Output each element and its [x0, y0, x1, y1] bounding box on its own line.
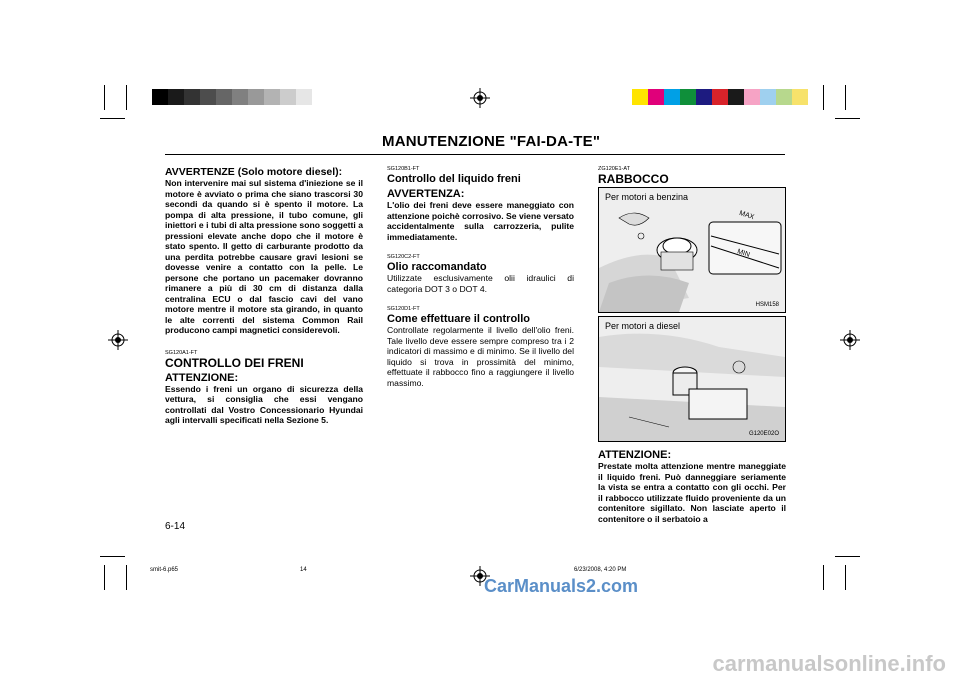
recommended-oil-body: Utilizzate esclusivamente olii idraulici di categoria DOT 3 o DOT 4. — [387, 273, 574, 294]
middle-column — [387, 166, 574, 388]
code-top-up: ZG120E1-AT — [598, 166, 630, 172]
gray-swatch — [264, 89, 280, 105]
color-swatch — [664, 89, 680, 105]
color-swatch — [728, 89, 744, 105]
crop-mark-bottom-left-v — [104, 565, 105, 590]
figure-diesel-code: G120E02O — [748, 431, 779, 437]
brakes-attention-body: Essendo i freni un organo di sicurezza della vettura, si consiglia che essi vengano controllati dal Vostro Concessionario Hyundai agli intervalli specificati nella Sezione 5. — [165, 383, 363, 425]
color-swatch — [680, 89, 696, 105]
gray-swatch — [216, 89, 232, 105]
crop-mark-top-left-h — [100, 118, 125, 119]
crop-mark-bottom-right-h — [835, 556, 860, 557]
crop-mark-bottom-right-v — [823, 565, 824, 590]
gray-swatch — [152, 89, 168, 105]
recommended-oil-title: Olio raccomandato — [387, 261, 487, 273]
crop-mark-bottom-left-h — [100, 556, 125, 557]
min-label: MIN — [736, 248, 751, 259]
gray-swatch — [232, 89, 248, 105]
grayscale-calibration-bar — [152, 89, 312, 105]
color-swatch — [776, 89, 792, 105]
registration-target-top — [470, 88, 490, 108]
top-up-title: RABBOCCO — [598, 172, 669, 186]
crop-mark-bottom-right-v2 — [845, 565, 846, 590]
figure-diesel-caption: Per motori a diesel — [605, 321, 681, 331]
color-swatch — [696, 89, 712, 105]
gray-swatch — [280, 89, 296, 105]
watermark-carmanualsonline[interactable]: carmanualsonline.info — [712, 651, 946, 676]
color-swatch — [760, 89, 776, 105]
brake-fluid-warning-body: L'olio dei freni deve essere maneggiato con attenzione poichè corrosivo. Se viene versato accidentalmente sulla carrozzeria, pulite immediatamente. — [387, 200, 574, 242]
petrol-reservoir-illustration — [599, 188, 785, 312]
page-title: MANUTENZIONE "FAI-DA-TE" — [382, 133, 601, 150]
registration-target-left — [108, 330, 128, 350]
how-to-check-title: Come effettuare il controllo — [387, 313, 531, 325]
gray-swatch — [200, 89, 216, 105]
crop-mark-top-left-v2 — [126, 85, 127, 110]
max-label: MAX — [738, 209, 755, 222]
section-title-brakes: CONTROLLO DEI FRENI — [165, 355, 304, 370]
color-swatch — [792, 89, 808, 105]
code-brake-fluid: SG120B1-FT — [387, 166, 420, 172]
color-swatch — [712, 89, 728, 105]
code-recommended-oil: SG120C2-FT — [387, 254, 420, 260]
print-timestamp: 6/23/2008, 4:20 PM — [574, 567, 627, 573]
diesel-warning-body: Non intervenire mai sul sistema d'iniezione se il motore è avviato o prima che siano trascorsi 30 secondi da quando si è spento il motore. La pompa di alta pressione, il tubo comune, gli iniettori e i tubi di alta pressione sono soggetti a pressioni elevate anche dopo che il motore è stato spento. Il getto di carburante prodotto da una perdita potrebbe causare gravi lesioni se dovesse venire a contatto con la pelle. Le persone che portano un pacemaker dovranno rimanere a più di 30 cm di distanza dalla centralina ECU o dal fascio cavi del vano motore mentre il motore sta girando, in quanto le alte correnti del sistema Common Rail producono campi magnetici considerevoli. — [165, 178, 363, 335]
how-to-check-body: Controllate regolarmente il livello dell'olio freni. Tale livello deve essere sempre compreso tra i 2 indicatori di massimo e di minimo. Se il livello del liquido si trova in prossimità del minimo, effettuate il rabbocco fino a raggiungere il livello massimo. — [387, 325, 574, 388]
gray-swatch — [168, 89, 184, 105]
color-swatch — [744, 89, 760, 105]
registration-target-right — [840, 330, 860, 350]
brake-fluid-warning-title: AVVERTENZA: — [387, 188, 465, 200]
right-column-header — [598, 166, 786, 186]
gray-swatch — [248, 89, 264, 105]
diesel-reservoir-illustration — [599, 317, 785, 441]
header-rule — [165, 154, 785, 155]
color-calibration-bar — [632, 89, 808, 105]
crop-mark-top-right-h — [835, 118, 860, 119]
crop-mark-top-left-v — [104, 85, 105, 110]
crop-mark-top-right-v — [823, 85, 824, 110]
right-column-attention — [598, 449, 786, 524]
watermark-carmanuals[interactable]: CarManuals2.com — [484, 576, 639, 596]
crop-mark-bottom-left-v2 — [126, 565, 127, 590]
gray-swatch — [184, 89, 200, 105]
color-swatch — [632, 89, 648, 105]
gray-swatch — [296, 89, 312, 105]
top-up-attention-body: Prestate molta attenzione mentre maneggiate il liquido freni. Può danneggiare seriamente la vista se entra a contatto con gli occhi. Per il rabbocco utilizzate fluido proveniente da un contenitore sigillato. Non lasciate aperto il contenitore o il serbatoio a — [598, 461, 786, 524]
brakes-attention-title: ATTENZIONE: — [165, 371, 239, 384]
figure-petrol-caption: Per motori a benzina — [605, 192, 689, 202]
section-code-brakes: SG120A1-FT — [165, 349, 198, 356]
figure-petrol-engine — [598, 187, 786, 313]
brake-fluid-title: Controllo del liquido freni — [387, 173, 521, 185]
code-how-to-check: SG120D1-FT — [387, 306, 420, 312]
figure-diesel-engine — [598, 316, 786, 442]
color-swatch — [648, 89, 664, 105]
file-page: 14 — [300, 567, 307, 573]
diesel-warning-title: AVVERTENZE (Solo motore diesel): — [165, 166, 343, 178]
top-up-attention-title: ATTENZIONE: — [598, 449, 672, 461]
crop-mark-top-right-v2 — [845, 85, 846, 110]
figure-petrol-code: HSM158 — [755, 302, 779, 308]
left-column — [165, 166, 363, 426]
page-number: 6-14 — [165, 521, 186, 532]
file-name: smit-6.p65 — [150, 567, 179, 573]
